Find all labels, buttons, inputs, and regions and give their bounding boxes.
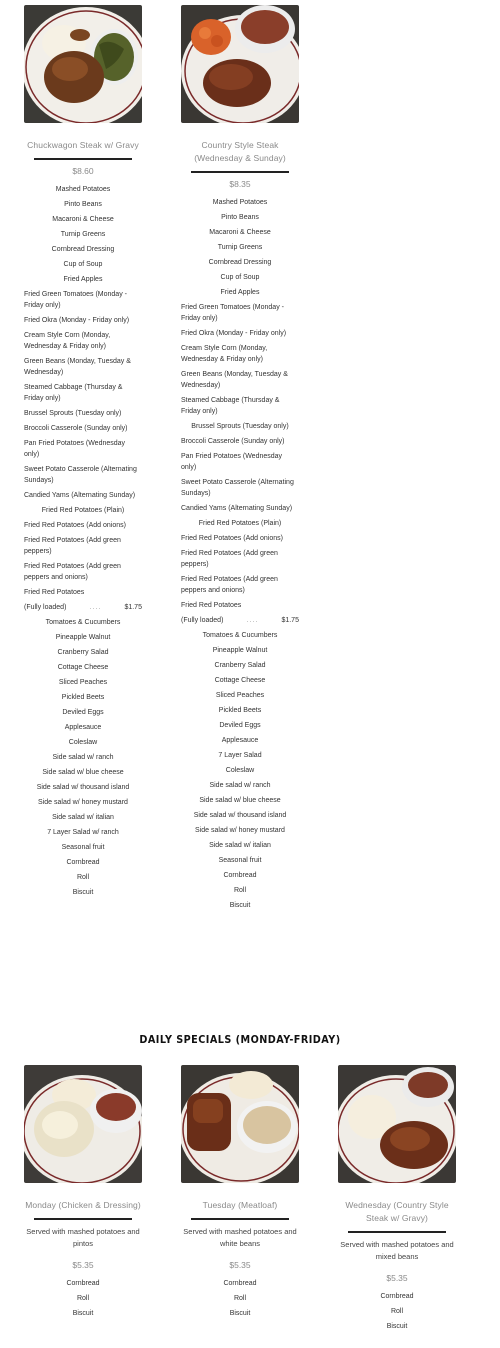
menu-item-country-style-steak	[181, 5, 299, 915]
side-item: Fried Okra (Monday - Friday only)	[24, 317, 130, 324]
menu-item-chuckwagon	[24, 5, 142, 902]
chuckwagon-steak-photo	[24, 5, 142, 123]
side-item: Pinto Beans	[221, 214, 259, 221]
price-leader-dots: ....	[246, 617, 259, 624]
side-item: Pineapple Walnut	[212, 647, 268, 654]
side-item: Side salad w/ thousand island	[193, 812, 287, 819]
side-item: Pan Fried Potatoes (Wednesday only)	[181, 453, 283, 471]
side-item: Biscuit	[229, 902, 251, 909]
side-item: Fried Red Potatoes (Add onions)	[24, 522, 126, 529]
side-item: Pickled Beets	[218, 707, 262, 714]
side-item: Cornbread	[66, 859, 100, 866]
side-item: Fried Green Tomatoes (Monday - Friday only)	[181, 304, 284, 322]
bread-item: Cornbread	[223, 1280, 257, 1287]
side-item: Deviled Eggs	[62, 709, 104, 716]
side-item: Roll	[233, 887, 247, 894]
side-item: Fried Green Tomatoes (Monday - Friday only)	[24, 291, 127, 309]
side-item: Applesauce	[64, 724, 102, 731]
side-item: Pan Fried Potatoes (Wednesday only)	[24, 440, 126, 458]
side-item: 7 Layer Salad	[218, 752, 262, 759]
side-item: Cottage Cheese	[214, 677, 266, 684]
title-divider	[34, 158, 132, 160]
side-item	[181, 615, 299, 626]
bread-item: Biscuit	[229, 1310, 251, 1317]
side-item: Side salad w/ italian	[52, 814, 114, 821]
side-item: Side salad w/ honey mustard	[195, 827, 285, 834]
side-item: Fried Red Potatoes (Add green peppers and onions)	[24, 563, 121, 581]
side-item-label: (Fully loaded)	[181, 617, 224, 624]
dish-price: $8.35	[229, 179, 251, 189]
side-item: Cornbread Dressing	[208, 259, 272, 266]
side-item: Coleslaw	[225, 767, 255, 774]
side-item: Turnip Greens	[217, 244, 263, 251]
side-item: Side salad w/ ranch	[209, 782, 271, 789]
country-steak-special-photo	[338, 1065, 456, 1183]
dish-price: $5.35	[229, 1260, 251, 1270]
side-item: Steamed Cabbage (Thursday & Friday only)	[24, 384, 123, 402]
side-item: Cornbread	[223, 872, 257, 879]
side-item: Candied Yams (Alternating Sunday)	[24, 492, 136, 499]
price-leader-dots: ....	[89, 604, 102, 611]
dish-price: $5.35	[386, 1273, 408, 1283]
side-item: Side salad w/ ranch	[52, 754, 114, 761]
side-item: 7 Layer Salad w/ ranch	[47, 829, 119, 836]
bread-item: Roll	[390, 1308, 404, 1315]
side-item: Brussel Sprouts (Tuesday only)	[191, 423, 289, 430]
side-item: Fried Red Potatoes (Add green peppers)	[181, 550, 278, 568]
side-item: Fried Red Potatoes (Add onions)	[181, 535, 283, 542]
side-item: Sliced Peaches	[58, 679, 108, 686]
meatloaf-photo	[181, 1065, 299, 1183]
breads-list	[24, 1278, 142, 1319]
side-item: Fried Red Potatoes	[181, 602, 242, 609]
side-item: Fried Red Potatoes (Add green peppers)	[24, 537, 121, 555]
side-item: Mashed Potatoes	[55, 186, 111, 193]
dish-title: Wednesday (Country Style Steak w/ Gravy)	[345, 1200, 449, 1223]
side-item-label: (Fully loaded)	[24, 604, 67, 611]
side-item: Deviled Eggs	[219, 722, 261, 729]
sides-list	[24, 184, 142, 898]
side-item: Sweet Potato Casserole (Alternating Sundays)	[24, 466, 137, 484]
title-divider	[191, 171, 289, 173]
special-tuesday	[181, 1065, 299, 1323]
side-item: Applesauce	[221, 737, 259, 744]
side-item: Seasonal fruit	[218, 857, 262, 864]
title-divider	[34, 1218, 132, 1220]
bread-item: Biscuit	[72, 1310, 94, 1317]
side-item-price: $1.75	[124, 604, 142, 611]
sides-list	[181, 197, 299, 911]
side-item: Green Beans (Monday, Tuesday & Wednesday)	[181, 371, 288, 389]
side-item: Side salad w/ thousand island	[36, 784, 130, 791]
breads-list	[338, 1291, 456, 1332]
served-with-text: Served with mashed potatoes and pintos	[26, 1227, 140, 1248]
special-monday	[24, 1065, 142, 1323]
side-item: Seasonal fruit	[61, 844, 105, 851]
country-style-steak-photo	[181, 5, 299, 123]
dish-title: Country Style Steak (Wednesday & Sunday)	[194, 140, 286, 163]
side-item: Sliced Peaches	[215, 692, 265, 699]
side-item: Brussel Sprouts (Tuesday only)	[24, 410, 122, 417]
side-item: Fried Red Potatoes (Add green peppers and onions)	[181, 576, 278, 594]
side-item: Fried Red Potatoes (Plain)	[41, 507, 125, 514]
title-divider	[348, 1231, 446, 1233]
side-item: Fried Red Potatoes (Plain)	[198, 520, 282, 527]
side-item: Cottage Cheese	[57, 664, 109, 671]
side-item: Side salad w/ blue cheese	[42, 769, 124, 776]
bread-item: Cornbread	[380, 1293, 414, 1300]
bread-item: Roll	[233, 1295, 247, 1302]
side-item: Broccoli Casserole (Sunday only)	[24, 425, 128, 432]
side-item: Fried Red Potatoes	[24, 589, 85, 596]
served-with-text: Served with mashed potatoes and mixed beans	[340, 1240, 454, 1261]
side-item: Fried Apples	[220, 289, 260, 296]
side-item: Cup of Soup	[63, 261, 103, 268]
side-item: Cranberry Salad	[214, 662, 266, 669]
chicken-dressing-photo	[24, 1065, 142, 1183]
side-item: Cream Style Corn (Monday, Wednesday & Friday only)	[24, 332, 111, 350]
section-heading-daily-specials: DAILY SPECIALS (MONDAY-FRIDAY)	[139, 1034, 341, 1046]
side-item: Candied Yams (Alternating Sunday)	[181, 505, 293, 512]
side-item: Roll	[76, 874, 90, 881]
dish-title: Chuckwagon Steak w/ Gravy	[27, 140, 139, 150]
side-item: Side salad w/ italian	[209, 842, 271, 849]
special-wednesday	[338, 1065, 456, 1336]
bread-item: Cornbread	[66, 1280, 100, 1287]
dish-price: $8.60	[72, 166, 94, 176]
side-item: Green Beans (Monday, Tuesday & Wednesday)	[24, 358, 131, 376]
dish-price: $5.35	[72, 1260, 94, 1270]
side-item: Steamed Cabbage (Thursday & Friday only)	[181, 397, 280, 415]
side-item: Side salad w/ blue cheese	[199, 797, 281, 804]
side-item: Macaroni & Cheese	[209, 229, 271, 236]
side-item: Broccoli Casserole (Sunday only)	[181, 438, 285, 445]
side-item: Coleslaw	[68, 739, 98, 746]
side-item: Cornbread Dressing	[51, 246, 115, 253]
served-with-text: Served with mashed potatoes and white beans	[183, 1227, 297, 1248]
side-item: Fried Apples	[63, 276, 103, 283]
side-item: Biscuit	[72, 889, 94, 896]
dish-title: Monday (Chicken & Dressing)	[25, 1200, 141, 1210]
dish-title: Tuesday (Meatloaf)	[202, 1200, 278, 1210]
side-item: Sweet Potato Casserole (Alternating Sundays)	[181, 479, 294, 497]
bread-item: Biscuit	[386, 1323, 408, 1330]
side-item: Cranberry Salad	[57, 649, 109, 656]
side-item: Pickled Beets	[61, 694, 105, 701]
side-item	[24, 602, 142, 613]
side-item: Pineapple Walnut	[55, 634, 111, 641]
side-item: Macaroni & Cheese	[52, 216, 114, 223]
side-item: Mashed Potatoes	[212, 199, 268, 206]
side-item: Side salad w/ honey mustard	[38, 799, 128, 806]
side-item: Turnip Greens	[60, 231, 106, 238]
title-divider	[191, 1218, 289, 1220]
bread-item: Roll	[76, 1295, 90, 1302]
side-item: Cream Style Corn (Monday, Wednesday & Friday only)	[181, 345, 268, 363]
side-item: Fried Okra (Monday - Friday only)	[181, 330, 287, 337]
side-item: Cup of Soup	[220, 274, 260, 281]
side-item: Tomatoes & Cucumbers	[45, 619, 121, 626]
side-item: Pinto Beans	[64, 201, 102, 208]
side-item-price: $1.75	[281, 617, 299, 624]
side-item: Tomatoes & Cucumbers	[202, 632, 278, 639]
breads-list	[181, 1278, 299, 1319]
